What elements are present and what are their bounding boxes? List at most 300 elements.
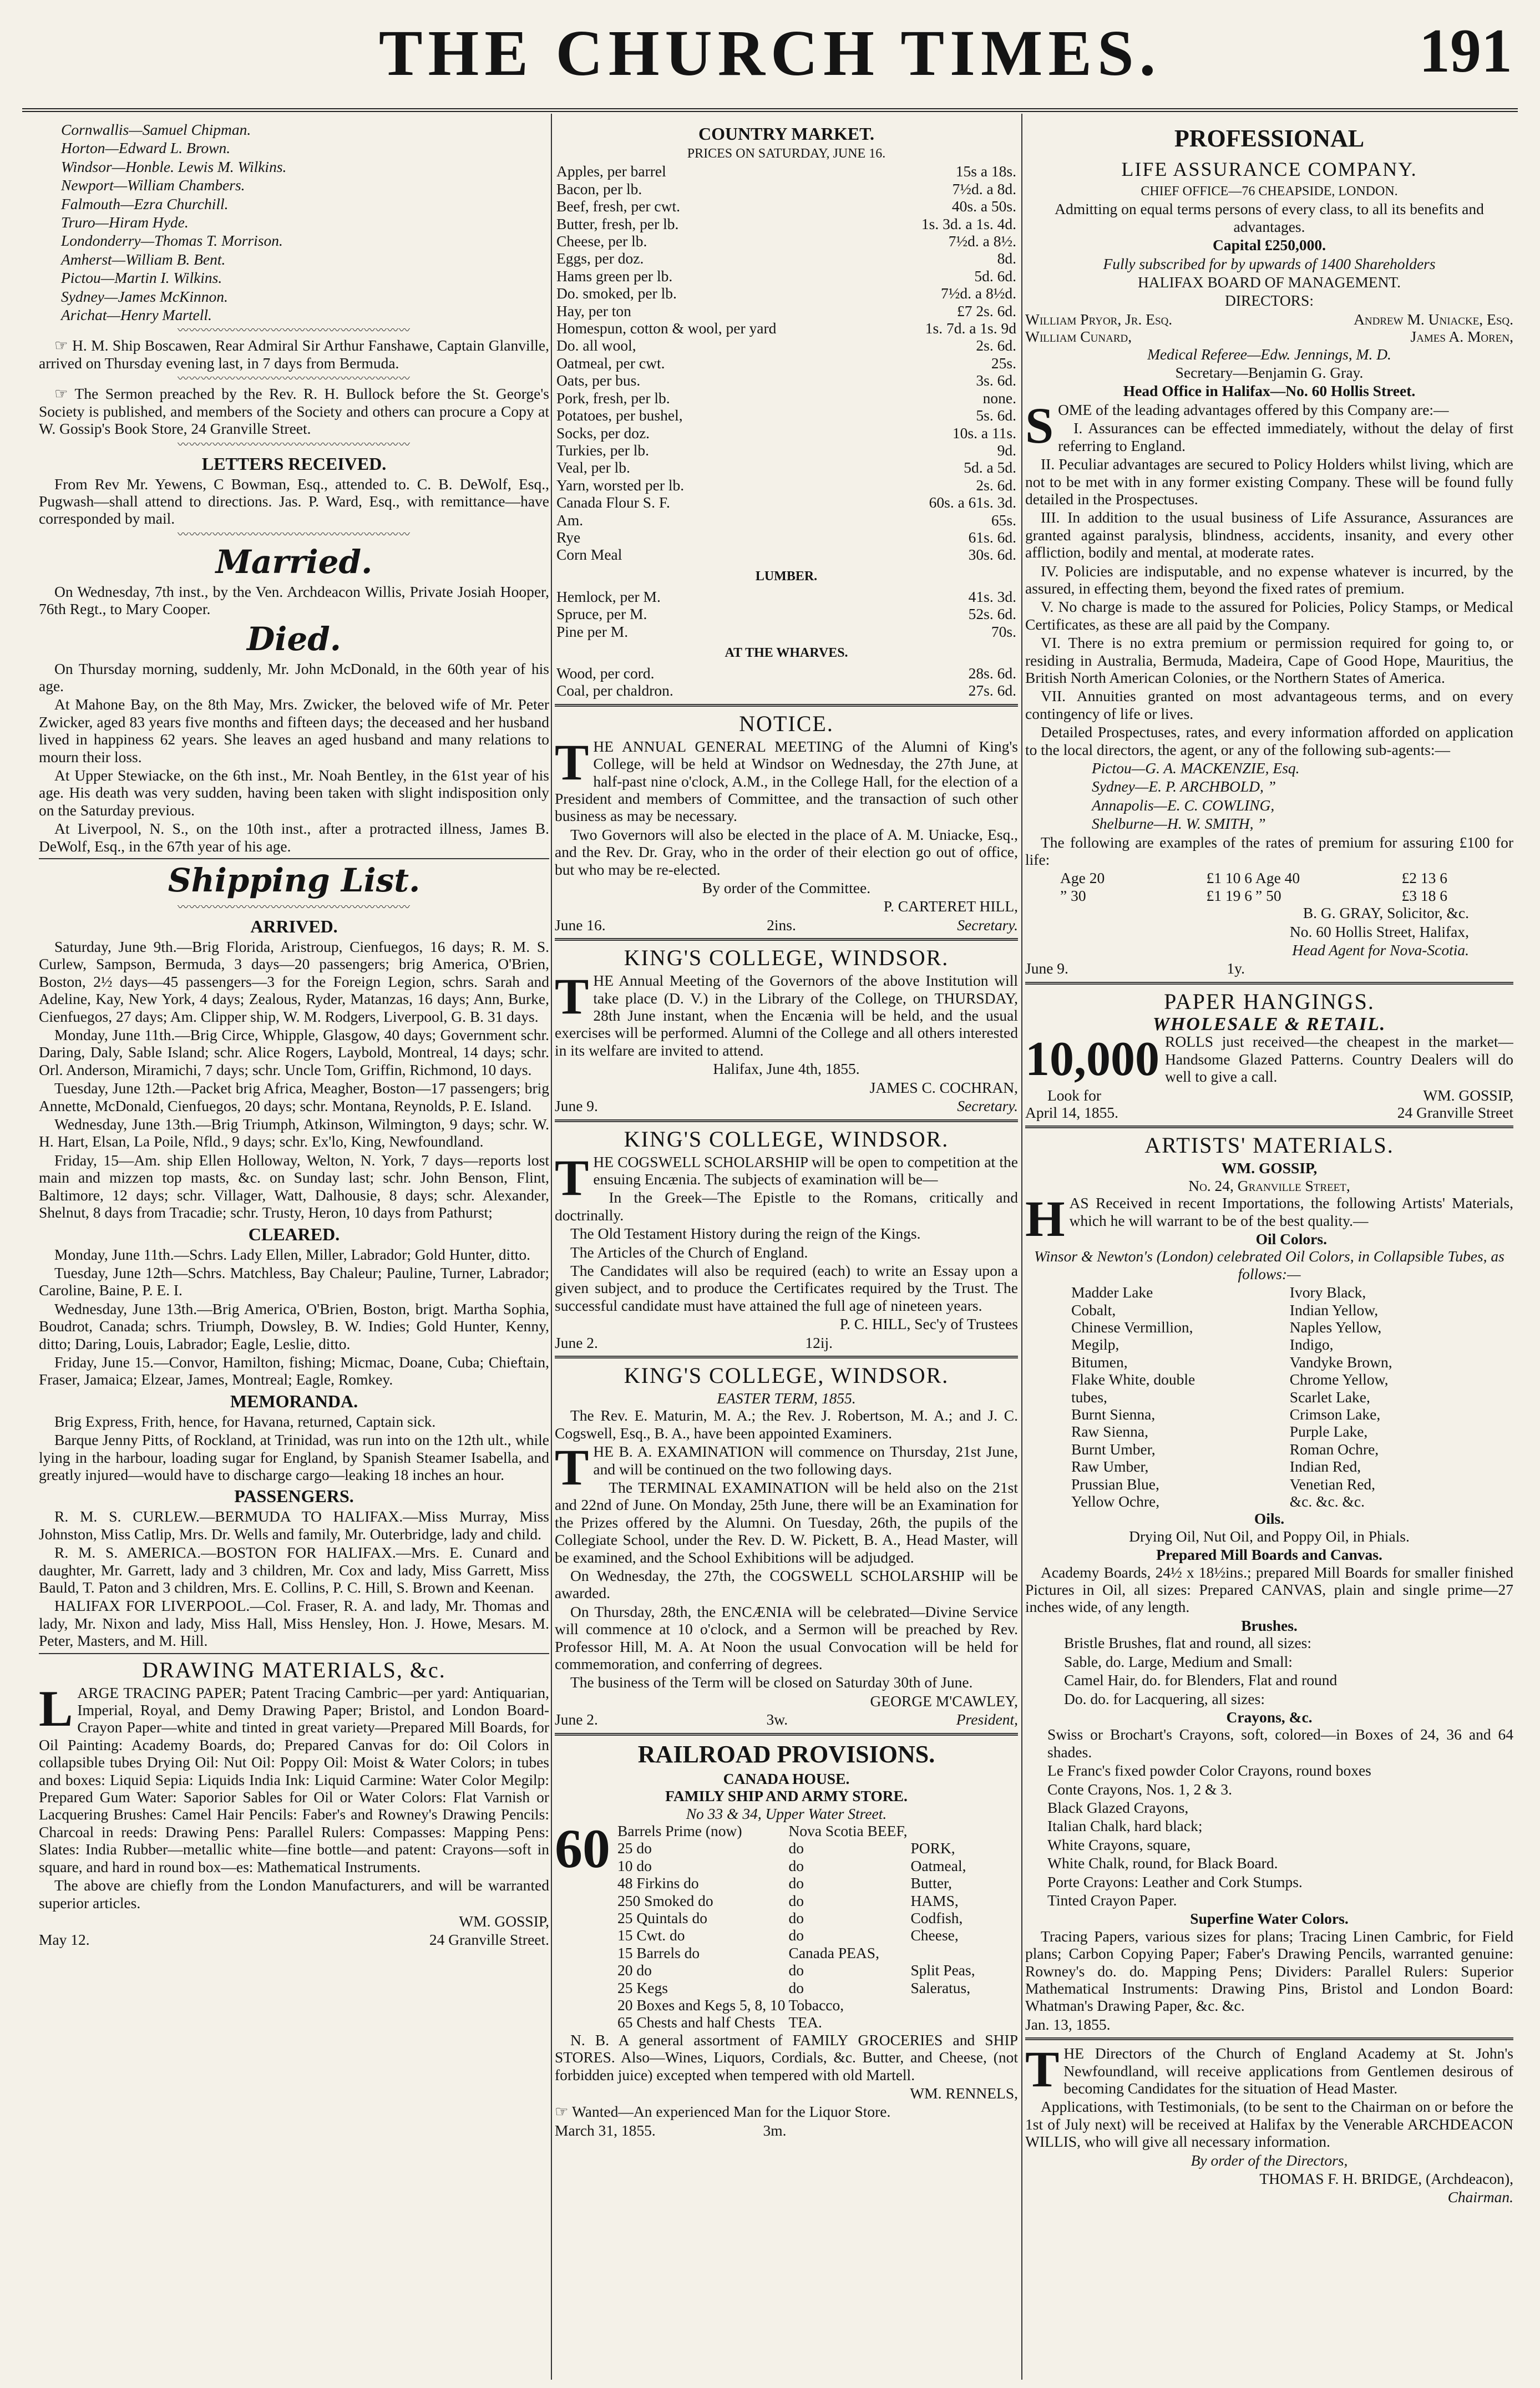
market-row-cell: Oatmeal, per cwt. — [556, 354, 665, 372]
provisions-row-cell: Tobacco, — [788, 1996, 844, 2014]
ba-exam-text: HE B. A. EXAMINATION will commence on Thursday, 21st June, and will be continued on the two following days. — [593, 1443, 1018, 1478]
provisions-row-cell: do — [788, 1961, 804, 1979]
agent-entry: Newport—William Chambers. — [61, 176, 245, 194]
shipping-heading: Shipping List. — [168, 861, 421, 899]
provisions-row-cell: Barrels Prime (now) — [617, 1822, 742, 1839]
married-text: On Wednesday, 7th inst., by the Ven. Archdeacon Willis, Private Josiah Hooper, 76th Regt., to Mary Cooper. — [39, 582, 549, 618]
notice-insertions: 2ins. — [767, 916, 796, 934]
passenger-entry: HALIFAX FOR LIVERPOOL.—Col. Fraser, R. A. and lady, Mr. Thomas and lady, Mr. Nixon and lady, Miss Hall, Miss Hensley, Hon. J. Howe, Mesars. M. Peter, Masters, and M. Hill. — [39, 1597, 549, 1650]
paper-hangings-heading: PAPER HANGINGS. — [1164, 988, 1375, 1014]
provisions-row-cell: PORK, — [910, 1839, 955, 1857]
term-item: On Thursday, 28th, the ENCÆNIA will be celebrated—Divine Service will commence at 10 o'clock, and a Sermon will be preached by Rev. Professor Hill, M. A. At Noon the usual Convocation will be held for commemoration, and conferring of degrees. — [555, 1603, 1018, 1673]
life-detail: Detailed Prospectuses, rates, and every information afforded on application to the local directors, the agent, or any of the following sub-agents:— — [1025, 723, 1513, 758]
life-insertions: 1y. — [1227, 960, 1245, 977]
market-row-cell: Butter, fresh, per lb. — [556, 215, 679, 232]
cogswell-footer — [555, 1334, 833, 1351]
notice-text: HE ANNUAL GENERAL MEETING of the Alumni of King's College, will be held at Windsor on Wednesday, the 27th June, at half-past nine o'clock, A.M., in the College Hall, for the election of a President and members of Committee, and the transaction of such other business as may be necessary. — [555, 737, 1018, 825]
market-row — [555, 459, 1018, 476]
oil-color-row-cell: Bitumen, — [1071, 1353, 1128, 1371]
cogswell-item: The Old Testament History during the reign of the Kings. — [570, 1225, 921, 1243]
notice-heading: NOTICE. — [739, 711, 834, 736]
brushes-heading: Brushes. — [1241, 1616, 1298, 1634]
drop-cap: L — [39, 1680, 73, 1737]
oil-color-row-cell: Chinese Vermillion, — [1071, 1318, 1193, 1336]
term-item: On Wednesday, the 27th, the COGSWELL SCHOLARSHIP will be awarded. — [555, 1567, 1018, 1602]
lumber-row-cell: Hemlock, per M. — [556, 587, 661, 605]
crayon-item: Le Franc's fixed powder Color Crayons, round boxes — [1047, 1762, 1371, 1779]
oil-color-row — [1070, 1371, 1470, 1388]
market-row — [555, 302, 1018, 320]
rates-row-cell: £1 19 6 — [1206, 886, 1252, 904]
provisions-block — [555, 1817, 1018, 2031]
provisions-row-cell: do — [788, 1874, 804, 1892]
kings-college-heading: KING'S COLLEGE, WINDSOR. — [624, 945, 949, 971]
drop-cap: T — [555, 968, 589, 1025]
rates-row — [1058, 869, 1449, 886]
provisions-row — [616, 1926, 977, 1944]
market-row-cell: 1s. 3d. a 1s. 4d. — [921, 215, 1016, 232]
market-row — [555, 442, 1018, 459]
brushes-list — [1025, 1634, 1513, 1707]
academy-role: Chairman. — [1447, 2188, 1513, 2206]
section-rule — [555, 1733, 1018, 1736]
arrival-entry: Tuesday, June 12th.—Packet brig Africa, Meagher, Boston—17 passengers; brig Annette, McDonald, Cienfuegos, 20 days; schr. Montana, Reynolds, P. E. Island. — [39, 1079, 549, 1114]
agents-list — [39, 121, 549, 323]
gray-solicitor: B. G. GRAY, Solicitor, &c. — [1303, 904, 1469, 922]
oil-color-row-cell: Indigo, — [1289, 1336, 1334, 1353]
drawing-date: May 12. — [39, 1931, 90, 1949]
ba-exam-notice — [555, 1439, 1018, 1496]
market-row — [555, 389, 1018, 407]
market-row-cell: 30s. 6d. — [968, 546, 1016, 564]
section-rule — [1025, 2037, 1513, 2040]
life-item: VI. There is no extra premium or permission required for going to, or residing in Australia, Bermuda, Madeira, Cape of Good Hope, Mauritius, the British North American Colonies, or the Northern States of America. — [1025, 634, 1513, 686]
page-number: 191 — [1419, 17, 1512, 85]
market-row — [555, 424, 1018, 442]
provisions-row-cell: Split Peas, — [910, 1961, 975, 1979]
crayon-item: White Chalk, round, for Black Board. — [1047, 1854, 1278, 1872]
provisions-signature: WM. RENNELS, — [910, 2085, 1018, 2102]
water-colors-date: Jan. 13, 1855. — [1025, 2015, 1111, 2033]
oil-color-row-cell: Purple Lake, — [1289, 1423, 1368, 1441]
lumber-row-cell: 52s. 6d. — [968, 605, 1016, 623]
term-signature: GEORGE M'CAWLEY, — [870, 1692, 1018, 1710]
market-row-cell: 8d. — [997, 250, 1016, 267]
sermon-note-paragraph — [39, 385, 549, 437]
rates-row-cell: Age 40 — [1255, 869, 1300, 887]
market-row-cell: £7 2s. 6d. — [957, 302, 1016, 320]
provisions-row-cell: do — [788, 1909, 804, 1926]
provisions-row-cell: do — [788, 1839, 804, 1857]
artists-address: No. 24, Granville Street, — [1188, 1177, 1350, 1194]
life-item: VII. Annuities granted on most advantageous terms, and on every contingency of life or lives. — [1025, 687, 1513, 722]
arrival-entry: Wednesday, June 13th.—Brig Triumph, Atkinson, Wilmington, 9 days; schr. W. H. Hart, Elsan, La Poile, Nfld., 9 days; schr. Ex'lo, King, Newfoundland. — [39, 1116, 549, 1150]
section-rule — [555, 704, 1018, 707]
lumber-heading: LUMBER. — [755, 569, 818, 584]
provisions-table — [616, 1822, 977, 2031]
drawing-signature: WM. GOSSIP, — [459, 1912, 549, 1930]
market-row-cell: Cheese, per lb. — [556, 232, 647, 250]
ornament-rule: 〰〰〰〰〰〰〰〰〰〰〰〰〰〰〰〰〰〰〰〰 — [178, 373, 411, 386]
wharves-row-cell: Wood, per cord. — [556, 664, 655, 682]
provisions-row — [616, 1979, 977, 1996]
kings-college-text: HE Annual Meeting of the Governors of the above Institution will take place (D. V.) in the Library of the College, on THURSDAY, 28th June instant, when the Encænia will be held, and the usual exercises will be performed. Alumni of the College and all others interested in its welfare are invited to attend. — [555, 972, 1018, 1059]
drop-cap: S — [1025, 397, 1054, 454]
provisions-row — [616, 1874, 977, 1892]
life-item: III. In addition to the usual business of Life Assurance, Assurances are granted against paralysis, blindness, accidents, insanity, and every other affliction, bodily and mental, at moderate rates. — [1025, 509, 1513, 561]
provisions-note: N. B. A general assortment of FAMILY GROCERIES and SHIP STORES. Also—Wines, Liquors, Cordials, &c. Butter, and Cheese, (not forbidden juice) excepted when tempered with old Martell. — [555, 2031, 1018, 2083]
lumber-table — [555, 588, 1018, 640]
arrival-entry: Saturday, June 9th.—Brig Florida, Aristroup, Cienfuegos, 16 days; R. M. S. Curlew, Sampson, Bermuda, 3 days—20 passengers; brig America, O'Brien, Boston, 2½ days—45 passengers—3 for the Foreign Legion, schrs. Sarah and Adeline, Kay, New York, 4 days; Zealous, Ryder, Matanzas, 16 days; Ann, Burke, Cienfuegos, 27 days; Am. Clipper ship, W. M. Rodgers, Liverpool, G. B. 31 days. — [39, 938, 549, 1025]
letters-text: From Rev Mr. Yewens, C Bowman, Esq., attended to. C. B. DeWolf, Esq., Pugwash—shall attend to directions. Jas. P. Ward, Esq., with remittance—have corresponded by mail. — [39, 475, 549, 528]
paper-number: 10,000 — [1025, 1032, 1159, 1087]
market-row — [555, 215, 1018, 232]
ornament-rule: 〰〰〰〰〰〰〰〰〰〰〰〰〰〰〰〰〰〰〰〰 — [178, 438, 411, 451]
market-row-cell: Hams green per lb. — [556, 267, 673, 285]
market-row-cell: Homespun, cotton & wool, per yard — [556, 320, 777, 337]
market-row-cell: Canada Flour S. F. — [556, 494, 670, 511]
rates-intro: The following are examples of the rates of premium for assuring £100 for life: — [1025, 833, 1513, 869]
oil-color-row — [1070, 1319, 1470, 1336]
pointing-hand-icon-paragraph — [39, 337, 549, 372]
oil-color-row-cell: Cobalt, — [1071, 1301, 1116, 1319]
director-name: William Pryor, Jr. Esq. — [1025, 310, 1173, 328]
cogswell-date: June 2. — [555, 1334, 598, 1351]
passengers-heading: PASSENGERS. — [234, 1486, 354, 1507]
market-row — [555, 250, 1018, 267]
drawing-materials-heading: DRAWING MATERIALS, &c. — [142, 1657, 446, 1682]
drop-cap: H — [1025, 1190, 1065, 1248]
gray-agent: Head Agent for Nova-Scotia. — [1292, 941, 1469, 959]
provisions-row-cell: 65 Chests and half Chests — [617, 2014, 776, 2031]
oil-color-row — [1070, 1441, 1470, 1458]
market-row-cell: Do. smoked, per lb. — [556, 285, 677, 302]
market-row-cell: 61s. 6d. — [968, 528, 1016, 546]
market-row-cell: Corn Meal — [556, 546, 622, 564]
market-row-cell: 10s. a 11s. — [952, 424, 1016, 442]
market-row-cell: 7½d. a 8½d. — [941, 285, 1016, 302]
head-office: Head Office in Halifax—No. 60 Hollis Street. — [1123, 382, 1416, 400]
kings-college-place: Halifax, June 4th, 1855. — [713, 1060, 860, 1078]
crayon-item: Swiss or Brochart's Crayons, soft, colored—in Boxes of 24, 36 and 64 shades. — [1047, 1726, 1513, 1761]
market-row — [555, 546, 1018, 563]
term-date: June 2. — [555, 1711, 598, 1728]
oil-color-row-cell: Madder Lake — [1071, 1284, 1153, 1301]
oil-colors-heading: Oil Colors. — [1255, 1230, 1327, 1248]
oil-color-row — [1070, 1476, 1470, 1493]
rates-table — [1058, 869, 1449, 904]
wharves-row — [555, 682, 1018, 699]
sub-agent: Annapolis—E. C. COWLING, — [1092, 796, 1275, 814]
cogswell-insertions: 12ij. — [805, 1334, 833, 1351]
provisions-row — [616, 2014, 977, 2031]
married-heading: Married. — [215, 543, 373, 581]
notice-signature: P. CARTERET HILL, — [883, 898, 1018, 915]
passenger-entry: R. M. S. CURLEW.—BERMUDA TO HALIFAX.—Miss Murray, Miss Johnston, Miss Catlip, Mrs. Dr. Wells and family, Mr. Outerbridge, lady and child. — [39, 1508, 549, 1543]
market-row — [555, 285, 1018, 302]
provisions-row-cell: 25 Quintals do — [617, 1909, 707, 1926]
life-capital: Capital £250,000. — [1213, 236, 1326, 254]
market-row-cell: Pork, fresh, per lb. — [556, 389, 670, 407]
provisions-row-cell: Butter, — [910, 1874, 952, 1892]
cleared-entry: Tuesday, June 12th—Schrs. Matchless, Bay Chaleur; Pauline, Turner, Labrador; Caroline, Baine, P. E. I. — [39, 1264, 549, 1299]
wharves-row-cell: Coal, per chaldron. — [556, 682, 673, 699]
cogswell-notice — [555, 1149, 1018, 1206]
column-left — [39, 121, 549, 2376]
provisions-row-cell: do — [788, 1926, 804, 1944]
memoranda-heading: MEMORANDA. — [230, 1391, 358, 1411]
oil-color-row — [1070, 1353, 1470, 1371]
agent-entry: Pictou—Martin I. Wilkins. — [61, 269, 222, 287]
oil-color-row-cell: Flake White, double — [1071, 1371, 1195, 1388]
market-row-cell: Apples, per barrel — [556, 163, 666, 180]
sermon-note: The Sermon preached by the Rev. R. H. Bullock before the St. George's Society is published, and members of the Society and others can procure a Copy at W. Gossip's Book Store, 24 Granville Street. — [39, 385, 549, 438]
wharves-row-cell: 28s. 6d. — [968, 664, 1016, 682]
artists-intro-text: AS Received in recent Importations, the following Artists' Materials, which he will warrant to be of the best quality.— — [1069, 1194, 1513, 1229]
mill-boards-text: Academy Boards, 24½ x 18½ins.; prepared Mill Boards for smaller finished Pictures in Oil, all sizes: Prepared CANVAS, plain and single prime—27 inches wide, of any length. — [1025, 1563, 1513, 1616]
masthead-rule — [22, 108, 1518, 112]
provisions-wanted — [555, 2103, 1018, 2120]
academy-text-2: Applications, with Testimonials, (to be sent to the Chairman on or before the 1st of July next) will be received at Halifax by the Venerable ARCHDEACON WILLIS, who will give all necessary information. — [1025, 2098, 1513, 2151]
life-intro-text: OME of the leading advantages offered by this Company are:— — [1058, 400, 1449, 418]
market-row-cell: Turkies, per lb. — [556, 441, 650, 459]
market-row-cell: Beef, fresh, per cwt. — [556, 197, 680, 215]
market-row-cell: 7½d. a 8d. — [952, 180, 1016, 197]
director-name: Andrew M. Uniacke, Esq. — [1354, 310, 1513, 328]
easter-term-heading: KING'S COLLEGE, WINDSOR. — [624, 1362, 949, 1388]
letters-heading: LETTERS RECEIVED. — [201, 453, 387, 474]
ship-note: H. M. Ship Boscawen, Rear Admiral Sir Arthur Fanshawe, Captain Glanville, arrived on Thursday evening last, in 7 days from Bermuda. — [39, 337, 549, 372]
rates-row-cell: ” 30 — [1060, 886, 1086, 904]
kings-college-role: Secretary. — [957, 1097, 1018, 1115]
artists-name: WM. GOSSIP, — [1221, 1159, 1318, 1177]
market-row-cell: 1s. 7d. a 1s. 9d — [925, 320, 1016, 337]
market-row-cell: 9d. — [997, 441, 1016, 459]
life-item: IV. Policies are indisputable, and no expense whatever is incurred, by the assured, in effecting them, beyond the fixed rates of premium. — [1025, 562, 1513, 597]
provisions-row-cell: 25 Kegs — [617, 1979, 668, 1996]
life-item: I. Assurances can be effected immediately, without the delay of first referring to England. — [1058, 419, 1513, 454]
arrived-heading: ARRIVED. — [250, 916, 338, 936]
market-row-cell: Do. all wool, — [556, 337, 636, 354]
notice-text-2: Two Governors will also be elected in the place of A. M. Uniacke, Esq., and the Rev. Dr. Gray, who in the order of their election go out of office, but who may be re-elected. — [555, 825, 1018, 878]
kings-college-footer — [555, 1097, 1018, 1114]
market-row-cell: Potatoes, per bushel, — [556, 407, 683, 424]
market-row-cell: 7½d. a 8½. — [948, 232, 1016, 250]
canada-house-heading: CANADA HOUSE. — [723, 1770, 850, 1787]
market-row-cell: Eggs, per doz. — [556, 250, 644, 267]
market-row-cell: Hay, per ton — [556, 302, 631, 320]
section-rule — [1025, 982, 1513, 985]
market-row-cell: Yarn, worsted per lb. — [556, 476, 685, 494]
sub-agents — [1025, 759, 1513, 833]
market-row — [555, 511, 1018, 529]
crayon-item: Tinted Crayon Paper. — [1047, 1891, 1177, 1909]
agent-entry: Horton—Edward L. Brown. — [61, 139, 231, 157]
market-row — [555, 337, 1018, 354]
market-subheading: PRICES ON SATURDAY, JUNE 16. — [687, 146, 886, 161]
notice-paragraph — [555, 733, 1018, 825]
provisions-row-cell: 10 do — [617, 1857, 652, 1874]
medical-referee: Medical Referee—Edw. Jennings, M. D. — [1147, 345, 1391, 363]
oil-color-row — [1070, 1423, 1470, 1440]
life-item: II. Peculiar advantages are secured to Policy Holders whilst living, which are not to be met with in any former existing Company. These will be found fully detailed in the Prospectuses. — [1025, 455, 1513, 508]
market-row-cell: 2s. 6d. — [976, 337, 1016, 354]
term-item: The business of the Term will be closed on Saturday 30th of June. — [570, 1674, 973, 1691]
water-colors-heading: Superfine Water Colors. — [1190, 1910, 1349, 1928]
market-row-cell: 25s. — [991, 354, 1016, 372]
market-row-cell: 5d. a 5d. — [964, 459, 1016, 476]
oils-text: Drying Oil, Nut Oil, and Poppy Oil, in Phials. — [1129, 1527, 1410, 1545]
market-row-cell: Bacon, per lb. — [556, 180, 642, 197]
paper-footer — [1025, 1104, 1513, 1121]
family-store-heading: FAMILY SHIP AND ARMY STORE. — [665, 1787, 908, 1805]
provisions-row-cell: 48 Firkins do — [617, 1874, 699, 1892]
market-row-cell: Oats, per bus. — [556, 372, 641, 389]
life-tagline: Admitting on equal terms persons of every class, to all its benefits and advantages. — [1055, 200, 1484, 235]
oil-color-row — [1070, 1336, 1470, 1353]
lumber-row — [555, 605, 1018, 622]
market-row — [555, 267, 1018, 285]
oil-colors-table — [1070, 1284, 1470, 1510]
academy-text: HE Directors of the Church of England Academy at St. John's Newfoundland, will receive applications from Gentlemen desirous of becoming Candidates for the situation of Head Master. — [1063, 2045, 1513, 2097]
oil-color-row — [1070, 1406, 1470, 1423]
cogswell-item: The Candidates will also be required (each) to write an Essay upon a given subject, and to produce the Certificates required by the Trust. The successful candidate must have attained the full age of nineteen years. — [555, 1261, 1018, 1314]
market-row — [555, 163, 1018, 180]
lumber-row-cell: Pine per M. — [556, 622, 629, 640]
drawing-materials-ad — [39, 1680, 549, 1875]
lumber-row — [555, 588, 1018, 605]
pointing-hand-icon: ☞ — [54, 337, 73, 354]
provisions-row-cell: 25 do — [617, 1839, 652, 1857]
crayon-item: Black Glazed Crayons, — [1047, 1798, 1189, 1816]
chief-office: CHIEF OFFICE—76 CHEAPSIDE, LONDON. — [1141, 184, 1398, 199]
oil-color-row-cell: Indian Yellow, — [1289, 1301, 1379, 1319]
arrival-entry: Friday, 15—Am. ship Ellen Holloway, Welton, N. York, 7 days—reports lost main and mizzen top masts, &c. on Sunday last; schr. John Benson, Flint, Baltimore, 12 days; schr. Villager, Watt, Dalhousie, 8 days; schr. Alexander, Shelnut, 8 days from Tracadie; schr. Trusty, Heron, 10 days from Pathurst; — [39, 1151, 549, 1221]
oil-color-row-cell: Vandyke Brown, — [1289, 1353, 1392, 1371]
drawing-footer — [39, 1931, 549, 1948]
lumber-row-cell: 70s. — [991, 622, 1016, 640]
oil-colors-subheading: Winsor & Newton's (London) celebrated Oil Colors, in Collapsible Tubes, as follows:— — [1034, 1248, 1504, 1282]
provisions-footer — [555, 2122, 787, 2139]
drop-cap: T — [555, 1149, 589, 1206]
directors-row — [1025, 311, 1513, 328]
lumber-row — [555, 623, 1018, 640]
agent-entry: Cornwallis—Samuel Chipman. — [61, 121, 251, 138]
drop-cap: T — [1025, 2041, 1060, 2098]
provisions-row-cell: Saleratus, — [910, 1979, 971, 1996]
term-item: The TERMINAL EXAMINATION will be held also on the 21st and 22nd of June. On Monday, 25th June, there will be an Examination for the Prizes offered by the Alumni. On Tuesday, 26th, the pupils of the Collegiate School, under the Rev. D. W. Pickett, B. A., Head Master, will be examined, and the School Exhibitions will be adjudged. — [555, 1479, 1018, 1566]
market-row — [555, 180, 1018, 197]
brush-item: Camel Hair, do. for Blenders, Flat and round — [1064, 1671, 1338, 1689]
ornament-rule: 〰〰〰〰〰〰〰〰〰〰〰〰〰〰〰〰〰〰〰〰 — [178, 901, 411, 914]
drawing-materials-tail: The above are chiefly from the London Manufacturers, and will be warranted superior articles. — [39, 1877, 549, 1912]
column-right — [1025, 121, 1513, 2376]
arrival-entry: Monday, June 11th.—Brig Circe, Whipple, Glasgow, 40 days; Government schr. Daring, Daly, Sable Island; schr. Alice Rogers, Laybold, Montreal, 14 days; schr. Orl. Anderson, Miramichi, 7 days; schr. Uncle Tom, Griffin, Richmond, 10 days. — [39, 1026, 549, 1078]
mill-boards-heading: Prepared Mill Boards and Canvas. — [1156, 1546, 1382, 1564]
wharves-heading: AT THE WHARVES. — [725, 645, 848, 660]
paper-date: April 14, 1855. — [1025, 1103, 1119, 1121]
life-footer — [1025, 960, 1245, 977]
provisions-row — [616, 1944, 977, 1961]
provisions-row — [616, 1892, 977, 1909]
provisions-row-cell: 20 do — [617, 1961, 652, 1979]
provisions-row — [616, 1909, 977, 1926]
oil-color-row-cell: Ivory Black, — [1289, 1284, 1366, 1301]
market-row-cell: 40s. a 50s. — [951, 197, 1016, 215]
memoranda-entry: Brig Express, Frith, hence, for Havana, returned, Captain sick. — [54, 1412, 436, 1430]
column-middle — [555, 121, 1018, 2376]
notice-date: June 16. — [555, 916, 606, 934]
agent-entry: Truro—Hiram Hyde. — [61, 214, 189, 231]
provisions-insertions: 3m. — [763, 2121, 787, 2139]
market-row-cell: Am. — [556, 511, 584, 529]
brush-item: Do. do. for Lacquering, all sizes: — [1064, 1690, 1265, 1707]
provisions-row — [616, 1822, 977, 1839]
life-item: V. No charge is made to the assured for Policies, Policy Stamps, or Medical Certificates, as these are all paid by the Company. — [1025, 598, 1513, 633]
oil-color-row-cell: Burnt Sienna, — [1071, 1406, 1156, 1423]
provisions-row-cell: Oatmeal, — [910, 1857, 966, 1874]
market-row-cell: 60s. a 61s. 3d. — [929, 494, 1016, 511]
cogswell-title: HE COGSWELL SCHOLARSHIP will be open to competition at the ensuing Encænia. The subjects of examination will be— — [593, 1153, 1018, 1188]
sub-agent: Sydney—E. P. ARCHBOLD, ” — [1092, 778, 1276, 795]
water-colors-text: Tracing Papers, various sizes for plans; Tracing Linen Cambric, for Field plans; Carbon Copying Paper; Faber's Drawing Pencils, warranted genuine: Rowney's do. do. Mapping Pens; Dividers: Parallel Rulers: Superior Mathematical Instruments: Drawing Pins, Bristol and London Board: Whatman's Drawing Paper, &c. &c. — [1025, 1927, 1513, 2015]
term-role: President, — [956, 1711, 1018, 1728]
oil-color-row-cell: Megilp, — [1071, 1336, 1119, 1353]
section-rule — [39, 858, 549, 859]
brush-item: Sable, do. Large, Medium and Small: — [1064, 1652, 1293, 1670]
cogswell-signature: P. C. HILL, Sec'y of Trustees — [839, 1315, 1018, 1333]
market-row — [555, 232, 1018, 250]
provisions-row — [616, 1961, 977, 1979]
paper-hangings-subheading: WHOLESALE & RETAIL. — [1152, 1013, 1386, 1035]
provisions-row-cell: 15 Barrels do — [617, 1944, 700, 1961]
academy-notice — [1025, 2041, 1513, 2098]
rates-row-cell: ” 50 — [1255, 886, 1281, 904]
oil-color-row-cell: Prussian Blue, — [1071, 1475, 1159, 1493]
directors-label: DIRECTORS: — [1225, 292, 1314, 310]
died-heading: Died. — [247, 620, 341, 658]
halifax-board: HALIFAX BOARD OF MANAGEMENT. — [1137, 273, 1401, 291]
provisions-row-cell: TEA. — [788, 2014, 822, 2031]
oil-color-row-cell: Yellow Ochre, — [1071, 1493, 1160, 1510]
crayon-item: Conte Crayons, Nos. 1, 2 & 3. — [1047, 1780, 1233, 1798]
oil-color-row-cell: Crimson Lake, — [1289, 1406, 1381, 1423]
rates-row — [1058, 887, 1449, 904]
ornament-rule: 〰〰〰〰〰〰〰〰〰〰〰〰〰〰〰〰〰〰〰〰 — [178, 528, 411, 541]
section-rule — [555, 1119, 1018, 1122]
masthead — [22, 10, 1518, 115]
provisions-date: March 31, 1855. — [555, 2121, 656, 2139]
cleared-entry: Monday, June 11th.—Schrs. Lady Ellen, Miller, Labrador; Gold Hunter, ditto. — [54, 1245, 531, 1263]
drawing-materials-text: ARGE TRACING PAPER; Patent Tracing Cambric—per yard: Antiquarian, Imperial, Royal, and Demy Drawing Paper; Bristol, and London Board-Crayon Paper—white and tinted in great variety—Prepared Mill Boards, for Oil Painting: Academy Boards, do; Prepared Canvas for do: Oil Colors in collapsible tubes Drying Oil: Nut Oil: Poppy Oil: Moist & Water Colors; in tubes and boxes: Liquid Sepia: Liquids India Ink: Liquid Carmine: Water Color Megilp: Prepared Gum Water: Saporior Sables for Oil or Water Colors: Flat Varnish or Lacquering Brushes: Camel Hair Pencils: Faber's and Rowney's Drawing Pencils: Charcoal in reeds: Drawing Pens: Parallel Rulers: Compasses: Mapping Pens: Slates: India Rubber—metallic white—fine bottle—and patent: Crayons—soft in square, and hard in round box—es: Mathematical Instruments. — [39, 1684, 549, 1875]
notice-by: By order of the Committee. — [702, 879, 871, 897]
oil-color-row-cell: Indian Red, — [1289, 1458, 1361, 1476]
market-table — [555, 163, 1018, 563]
market-row — [555, 407, 1018, 424]
market-row-cell: Veal, per lb. — [556, 459, 630, 476]
artists-materials-heading: ARTISTS' MATERIALS. — [1144, 1133, 1394, 1158]
lumber-row-cell: 41s. 3d. — [968, 587, 1016, 605]
term-insertions: 3w. — [766, 1711, 788, 1728]
kings-college-date: June 9. — [555, 1097, 598, 1115]
brush-item: Bristle Brushes, flat and round, all sizes: — [1064, 1634, 1312, 1652]
provisions-row-cell: 20 Boxes and Kegs 5, 8, 10 — [617, 1996, 786, 2014]
market-row — [555, 197, 1018, 215]
market-row-cell: 15s a 18s. — [955, 163, 1016, 180]
provisions-row — [616, 1857, 977, 1874]
provisions-row-cell: 15 Cwt. do — [617, 1926, 685, 1944]
paper-look-label: Look for — [1047, 1086, 1101, 1104]
